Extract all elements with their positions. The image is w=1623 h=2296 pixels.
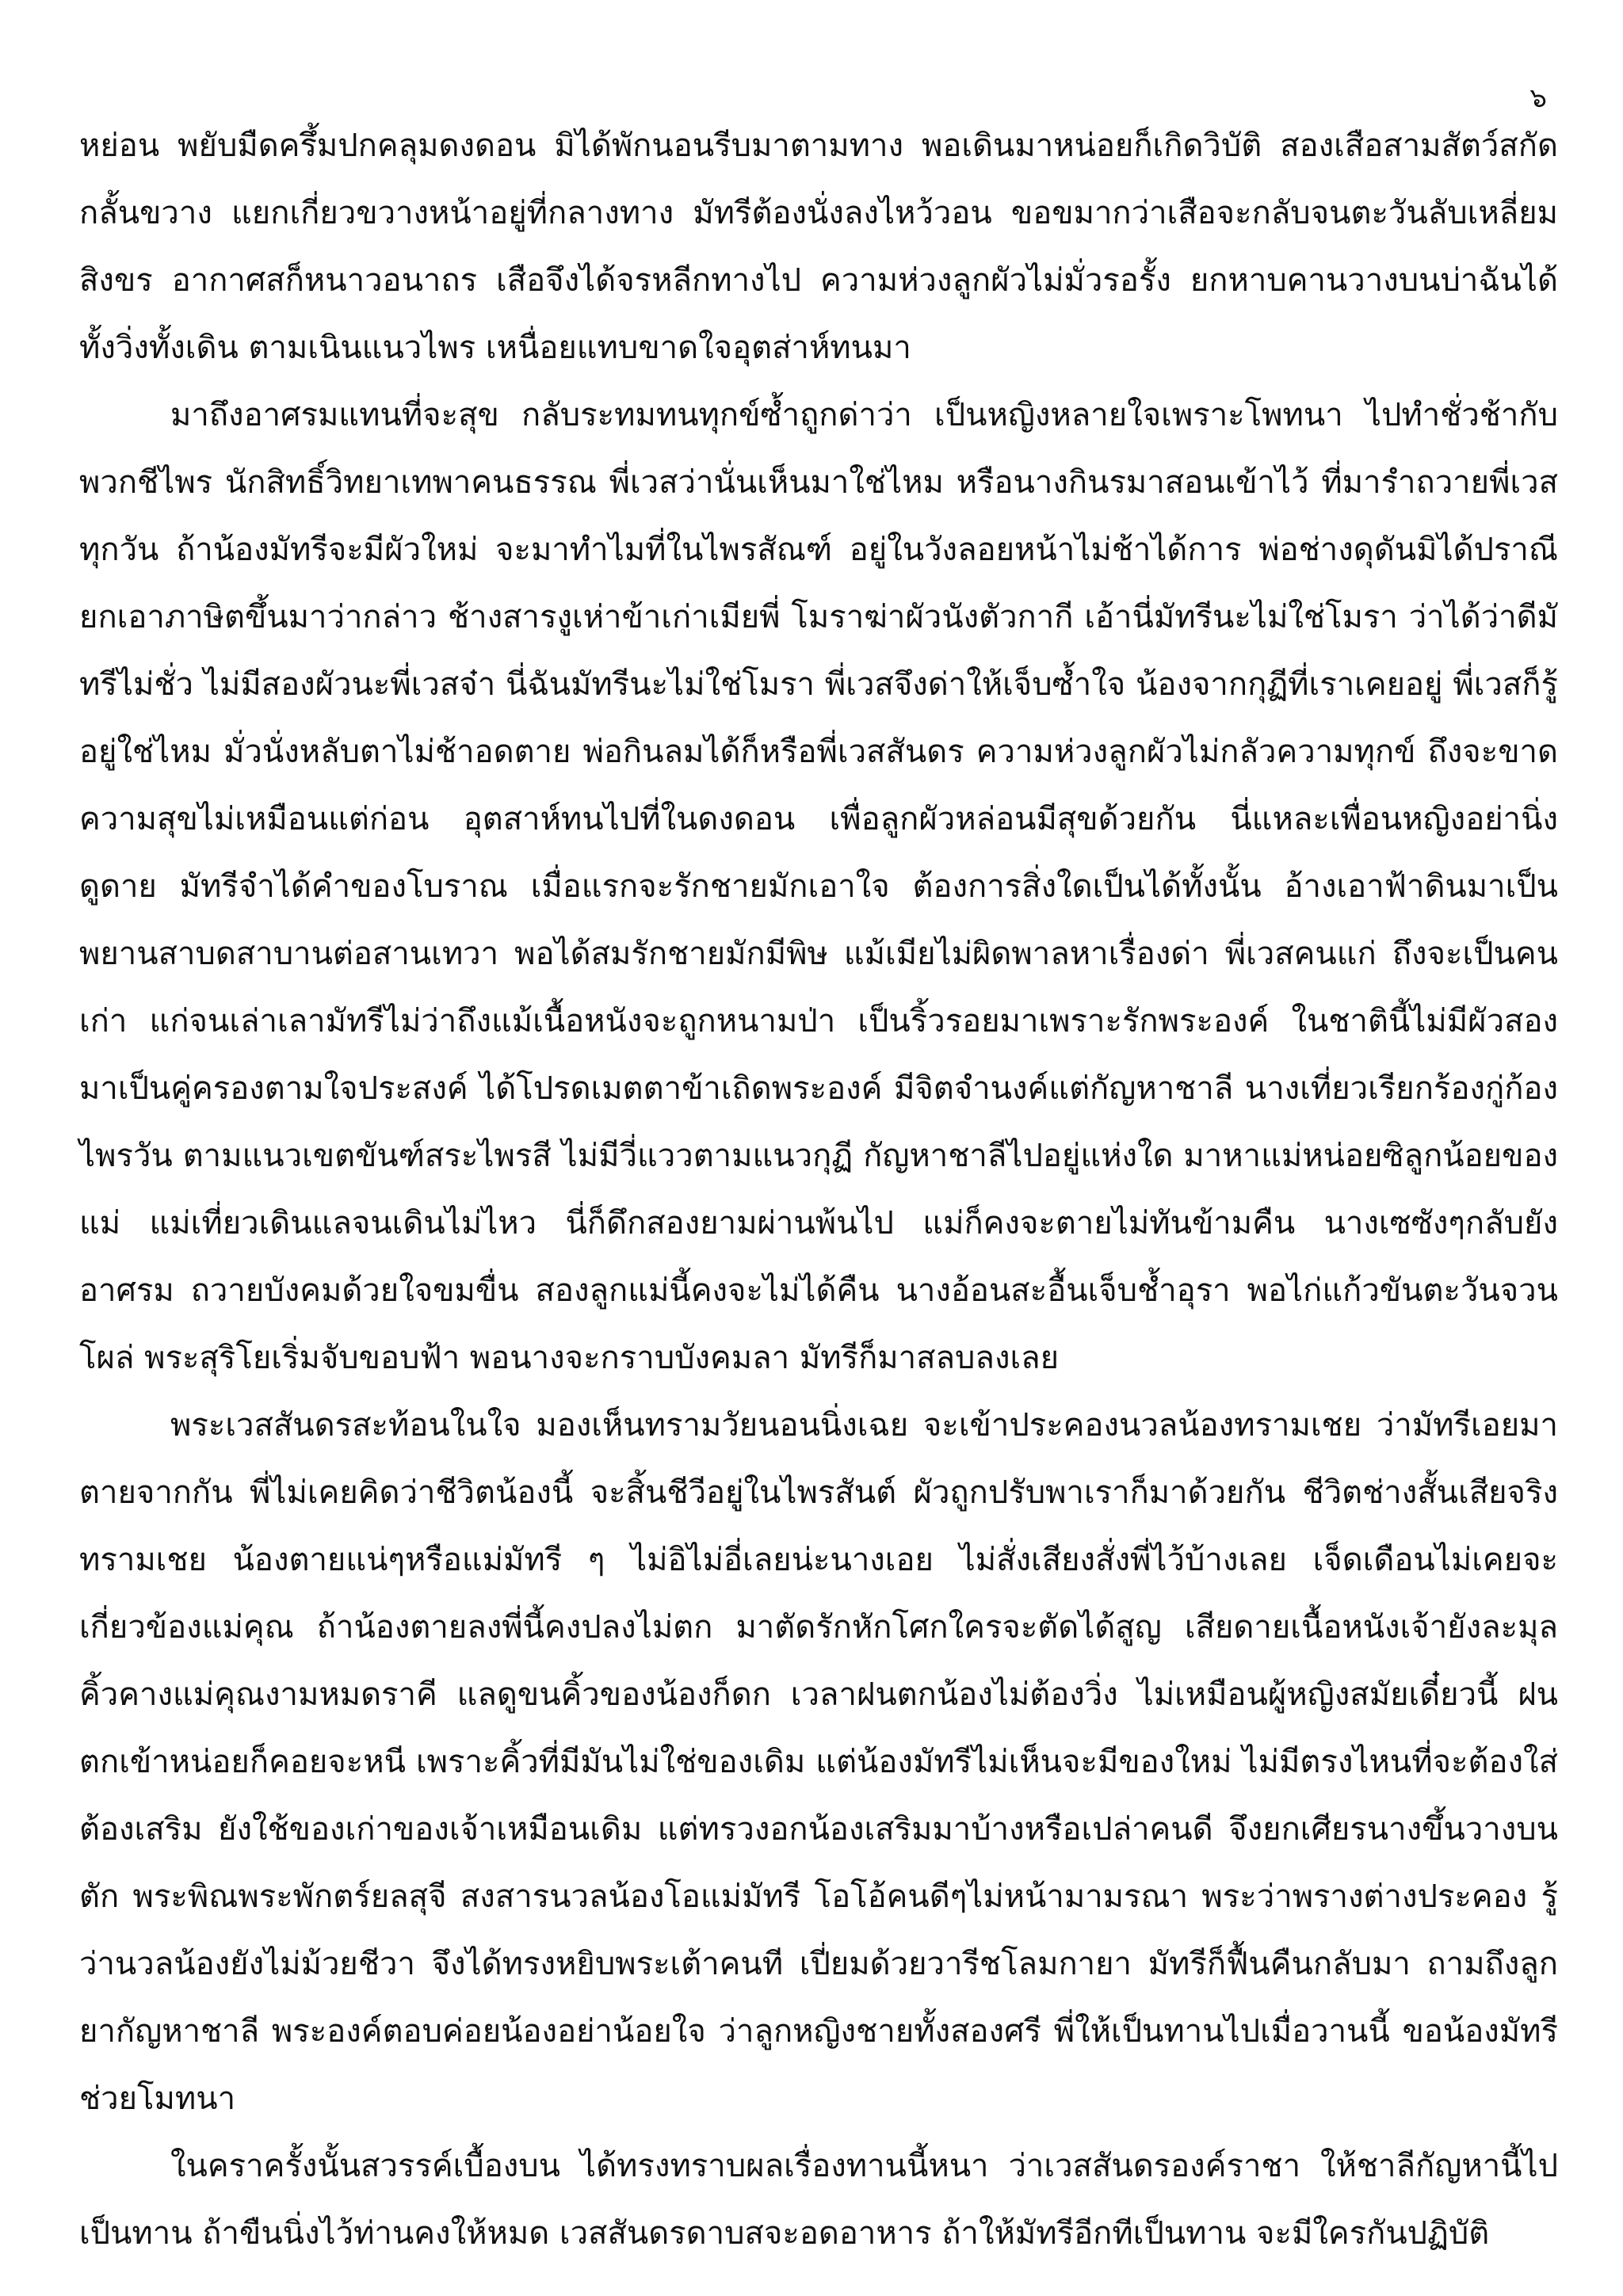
paragraph-4: ในคราครั้งนั้นสวรรค์เบื้องบน ได้ทรงทราบผลเรื่องทานนี้หนา ว่าเวสสันดรองค์ราชา ให้ชาลีกัญหานี้ไปเป็นทาน ถ้าขืนนิ่งไว้ท่านคงให้หมด เวสสันดรดาบสจะอดอาหาร ถ้าให้มัทรีอีกทีเป็นทาน จะมีใครกันปฏิบัติ xyxy=(79,2148,1558,2252)
paragraph-3: พระเวสสันดรสะท้อนในใจ มองเห็นทรามวัยนอนนิ่งเฉย จะเข้าประคองนวลน้องทรามเชย ว่ามัทรีเอยมาตายจากกัน พี่ไม่เคยคิดว่าชีวิตน้องนี้ จะสิ้นชีวีอยู่ในไพรสันต์ ผัวถูกปรับพาเราก็มาด้วยกัน ชีวิตช่างสั้นเสียจริงทรามเชย น้องตายแน่ๆหรือแม่มัทรี ๆ ไม่อิไม่อี่เลยน่ะนางเอย ไม่สั่งเสียงสั่งพี่ไว้บ้างเลย เจ็ดเดือนไม่เคยจะเกี่ยวข้องแม่คุณ ถ้าน้องตายลงพี่นี้คงปลงไม่ตก มาตัดรักหักโศกใครจะตัดได้สูญ เสียดายเนื้อหนังเจ้ายังละมุลคิ้วคางแม่คุณงามหมดราคี แลดูขนคิ้วของน้องก็ดก เวลาฝนตกน้องไม่ต้องวิ่ง ไม่เหมือนผู้หญิงสมัยเดี๋ยวนี้ ฝนตกเข้าหน่อยก็คอยจะหนี เพราะคิ้วที่มีมันไม่ใช่ของเดิม แต่น้องมัทรีไม่เห็นจะมีของใหม่ ไม่มีตรงไหนที่จะต้องใส่ต้องเสริม ยังใช้ของเก่าของเจ้าเหมือนเดิม แต่ทรวงอกน้องเสริมมาบ้างหรือเปล่าคนดี จึงยกเศียรนางขึ้นวางบนตัก พระพิณพระพักตร์ยลสุจี สงสารนวลน้องโอแม่มัทรี โอโอ้คนดีๆไม่หน้ามามรณา พระว่าพรางต่างประคอง รู้ว่านวลน้องยังไม่ม้วยชีวา จึงได้ทรงหยิบพระเต้าคนที เปี่ยมด้วยวารีชโลมกายา มัทรีก็ฟื้นคืนกลับมา ถามถึงลูกยากัญหาชาลี พระองค์ตอบค่อยน้องอย่าน้อยใจ ว่าลูกหญิงชายทั้งสองศรี พี่ให้เป็นทานไปเมื่อวานนี้ ขอน้องมัทรีช่วยโมทนา xyxy=(79,1407,1558,2117)
paragraph-2: มาถึงอาศรมแทนที่จะสุข กลับระทมทนทุกข์ซ้ำถูกด่าว่า เป็นหญิงหลายใจเพราะโพทนา ไปทำชั่วช้ากับพวกชีไพร นักสิทธิ์วิทยาเทพาคนธรรณ พี่เวสว่านั่นเห็นมาใช่ไหม หรือนางกินรมาสอนเข้าไว้ ที่มารำถวายพี่เวสทุกวัน ถ้าน้องมัทรีจะมีผัวใหม่ จะมาทำไมที่ในไพรสัณฑ์ อยู่ในวังลอยหน้าไม่ช้าได้การ พ่อช่างดุดันมิได้ปราณี ยกเอาภาษิตขึ้นมาว่ากล่าว ช้างสารงูเห่าข้าเก่าเมียพี่ โมราฆ่าผัวนังตัวกากี เอ้านี่มัทรีนะไม่ใช่โมรา ว่าได้ว่าดีมัทรีไม่ชั่ว ไม่มีสองผัวนะพี่เวสจ๋า นี่ฉันมัทรีนะไม่ใช่โมรา พี่เวสจึงด่าให้เจ็บซ้ำใจ น้องจากกุฏีที่เราเคยอยู่ พี่เวสก็รู้อยู่ใช่ไหม มั่วนั่งหลับตาไม่ช้าอดตาย พ่อกินลมได้ก็หรือพี่เวสสันดร ความห่วงลูกผัวไม่กลัวความทุกข์ ถึงจะขาดความสุขไม่เหมือนแต่ก่อน อุตสาห์ทนไปที่ในดงดอน เพื่อลูกผัวหล่อนมีสุขด้วยกัน นี่แหละเพื่อนหญิงอย่านิ่งดูดาย มัทรีจำได้คำของโบราณ เมื่อแรกจะรักชายมักเอาใจ ต้องการสิ่งใดเป็นได้ทั้งนั้น อ้างเอาฟ้าดินมาเป็นพยานสาบดสาบานต่อสานเทวา พอได้สมรักชายมักมีพิษ แม้เมียไม่ผิดพาลหาเรื่องด่า พี่เวสคนแก่ ถึงจะเป็นคนเก่า แก่จนเล่าเลามัทรีไม่ว่าถึงแม้เนื้อหนังจะถูกหนามป่า เป็นริ้วรอยมาเพราะรักพระองค์ ในชาตินี้ไม่มีผัวสอง มาเป็นคู่ครองตามใจประสงค์ ได้โปรดเมตตาข้าเถิดพระองค์ มีจิตจำนงค์แต่กัญหาชาลี นางเที่ยวเรียกร้องกู่ก้องไพรวัน ตามแนวเขตขันฑ์สระไพรสี ไม่มีวี่แววตามแนวกุฏี กัญหาชาลีไปอยู่แห่งใด มาหาแม่หน่อยซิลูกน้อยของแม่ แม่เที่ยวเดินแลจนเดินไม่ไหว นี่ก็ดึกสองยามผ่านพ้นไป แม่ก็คงจะตายไม่ทันข้ามคืน นางเซซังๆกลับยังอาศรม ถวายบังคมด้วยใจขมขื่น สองลูกแม่นี้คงจะไม่ได้คืน นางอ้อนสะอื้นเจ็บช้ำอุรา พอไก่แก้วขันตะวันจวนโผล่ พระสุริโยเริ่มจับขอบฟ้า พอนางจะกราบบังคมลา มัทรีก็มาสลบลงเลย xyxy=(79,397,1558,1376)
page-number: ๖ xyxy=(1529,82,1547,114)
paragraph-1: หย่อน พยับมืดครึ้มปกคลุมดงดอน มิได้พักนอนรีบมาตามทาง พอเดินมาหน่อยก็เกิดวิบัติ สองเสือสามสัตว์สกัดกลั้นขวาง แยกเกี่ยวขวางหน้าอยู่ที่กลางทาง มัทรีต้องนั่งลงไหว้วอน ขอขมากว่าเสือจะกลับจนตะวันลับเหลี่ยมสิงขร อากาศสก็หนาวอนาถร เสือจึงได้จรหลีกทางไป ความห่วงลูกผัวไม่มั่วรอรั้ง ยกหาบคานวางบนบ่าฉันได้ ทั้งวิ่งทั้งเดิน ตามเนินแนวไพร เหนื่อยแทบขาดใจอุตส่าห์ทนมา xyxy=(79,128,1558,366)
